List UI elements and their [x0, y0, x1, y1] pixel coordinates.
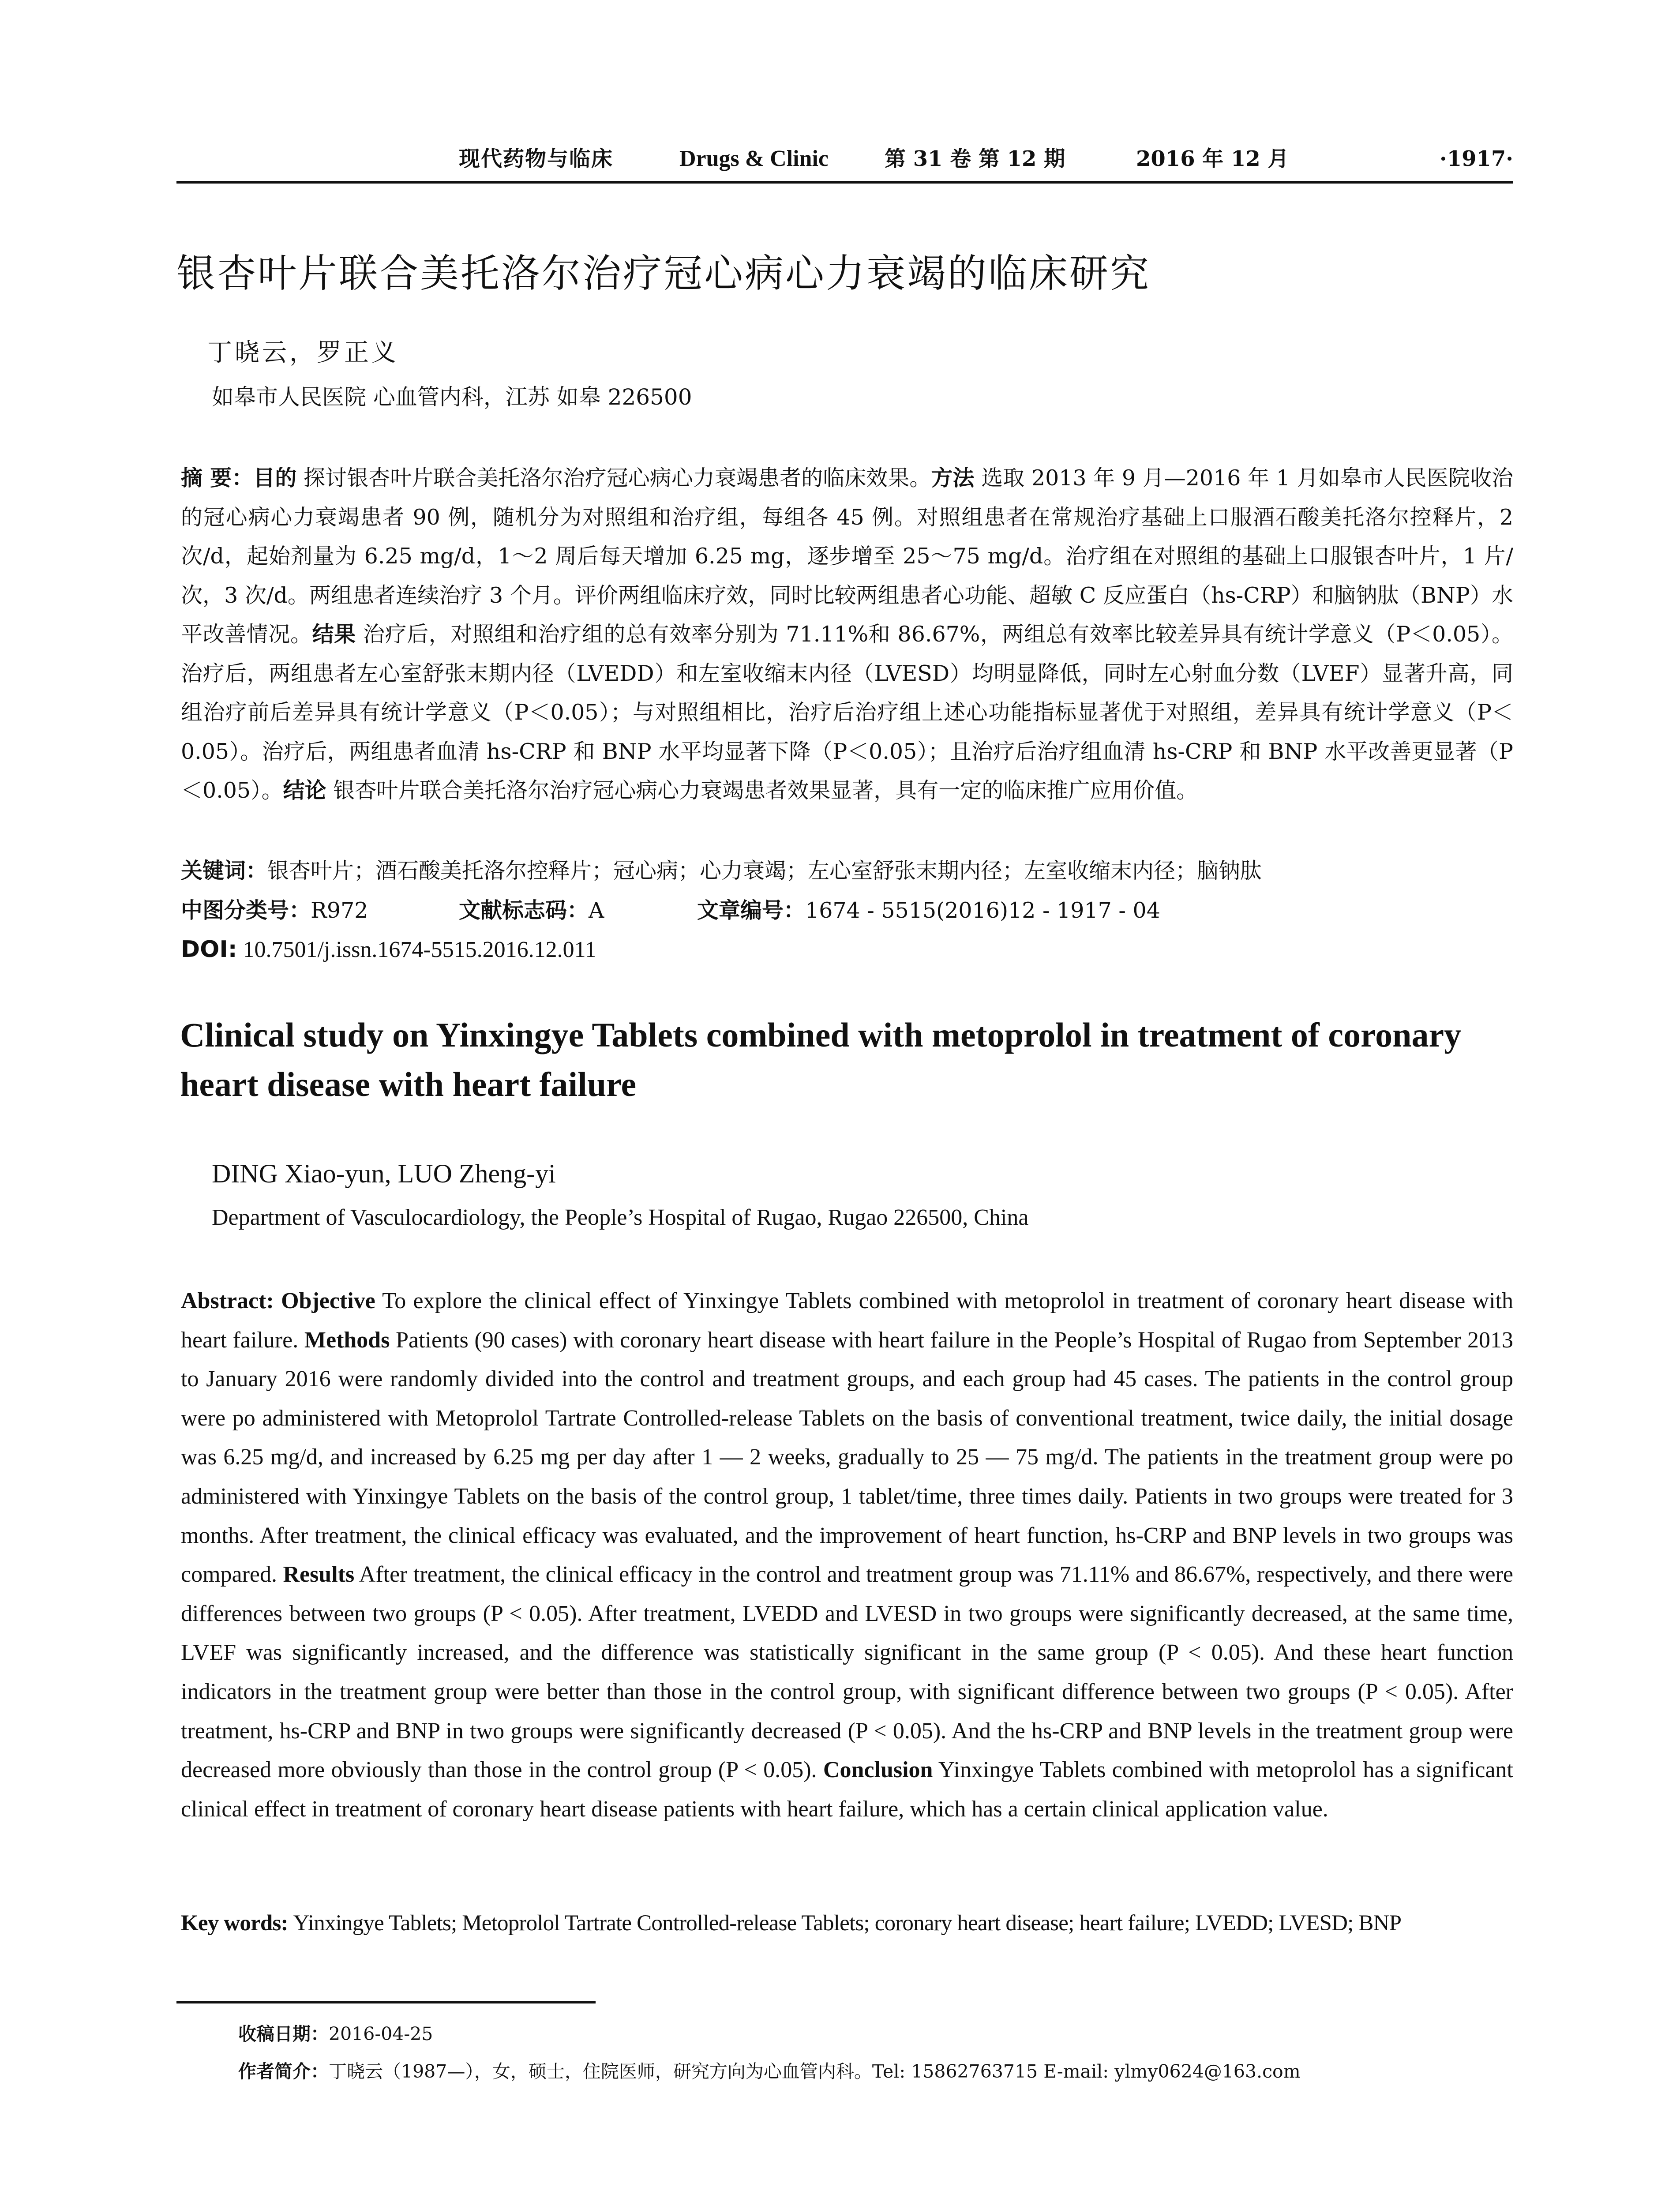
authors-en: DING Xiao-yun, LUO Zheng-yi [212, 1159, 556, 1188]
doc-code-value: A [589, 898, 604, 923]
article-no-value: 1674 - 5515(2016)12 - 1917 - 04 [805, 898, 1160, 923]
keywords-en [181, 1904, 1518, 1943]
conclusion-en-text: Yinxingye Tablets combined with metoprolol has a significant clinical effect in treatment of coronary heart disease patients with heart failure, which has a certain clinical application value. [181, 1757, 1513, 1822]
affiliation-en: Department of Vasculocardiology, the People’s Hospital of Rugao, Rugao 226500, China [212, 1205, 1029, 1230]
volume-issue: 第 31 卷 第 12 期 [885, 146, 1065, 171]
results-cn-text: 治疗后，对照组和治疗组的总有效率分别为 71.11%和 86.67%，两组总有效率比较差异具有统计学意义（P＜0.05）。治疗后，两组患者左心室舒张末期内径（LVEDD）和左室收缩末内径（LVESD）均明显降低，同时左心射血分数（LVEF）显著升高，同组治疗前后差异具有统计学意义（P＜0.05）；与对照组相比，治疗后治疗组上述心功能指标显著优于对照组，差异具有统计学意义（P＜0.05）。治疗后，两组患者血清 hs-CRP 和 BNP 水平均显著下降（P＜0.05）；且治疗后治疗组血清 hs-CRP 和 BNP 水平改善更显著（P＜0.05）。 [181, 622, 1513, 803]
abstract-cn [181, 459, 1513, 810]
clc-label: 中图分类号： [181, 898, 311, 923]
doc-code-label: 文献标志码： [459, 898, 589, 923]
affiliation-cn: 如皋市人民医院 心血管内科，江苏 如皋 226500 [212, 384, 692, 410]
results-en-label: Results [283, 1562, 355, 1587]
doi-line [181, 930, 1513, 969]
received-label: 收稿日期： [238, 2023, 329, 2045]
running-header [176, 141, 1513, 184]
conclusion-cn-label: 结论 [283, 778, 326, 803]
doi-value: 10.7501/j.issn.1674-5515.2016.12.011 [237, 937, 596, 962]
clc-value: R972 [311, 898, 368, 923]
methods-en-text: Patients (90 cases) with coronary heart disease with heart failure in the People’s Hospital of Rugao from September 2013 to January 2016 were randomly divided into the control and treatment groups, and each group had 45 cases. The patients in the control group were po administered with Metoprolol Tartrate Controlled-release Tablets on the basis of conventional treatment, twice daily, the initial dosage was 6.25 mg/d, and increased by 6.25 mg per day after 1 — 2 weeks, gradually to 25 — 75 mg/d. The patients in the treatment group were po administered with Yinxingye Tablets on the basis of the control group, 1 tablet/time, three times daily. Patients in two groups were treated for 3 months. After treatment, the clinical efficacy was evaluated, and the improvement of heart function, hs-CRP and BNP levels in two groups was compared. [181, 1327, 1513, 1587]
methods-cn-text: 选取 2013 年 9 月—2016 年 1 月如皋市人民医院收治的冠心病心力衰竭患者 90 例，随机分为对照组和治疗组，每组各 45 例。对照组患者在常规治疗基础上口服酒石酸美托洛尔控释片，2 次/d，起始剂量为 6.25 mg/d，1～2 周后每天增加 6.25 mg，逐步增至 25～75 mg/d。治疗组在对照组的基础上口服银杏叶片，1 片/次，3 次/d。两组患者连续治疗 3 个月。评价两组临床疗效，同时比较两组患者心功能、超敏 C 反应蛋白（hs-CRP）和脑钠肽（BNP）水平改善情况。 [181, 465, 1513, 647]
article-no-label: 文章编号： [697, 898, 806, 923]
results-cn-label: 结果 [312, 622, 356, 647]
keywords-cn [181, 852, 1513, 890]
journal-name-cn: 现代药物与临床 [459, 146, 614, 171]
issue-date: 2016 年 12 月 [1136, 146, 1289, 171]
abstract-en [181, 1282, 1513, 1829]
doc-code-field [459, 891, 604, 930]
abstract-cn-label: 摘 要： [181, 465, 254, 491]
received-value: 2016-04-25 [329, 2023, 433, 2045]
keywords-cn-text: 银杏叶片；酒石酸美托洛尔控释片；冠心病；心力衰竭；左心室舒张末期内径；左室收缩末内径；脑钠肽 [267, 858, 1262, 883]
authors-cn: 丁晓云，罗正义 [207, 338, 399, 367]
author-bio-note [238, 2056, 1518, 2087]
keywords-en-text: Yinxingye Tablets; Metoprolol Tartrate Controlled-release Tablets; coronary heart disease; heart failure; LVEDD; LVESD; BNP [293, 1911, 1402, 1936]
doi-label: DOI: [181, 936, 237, 963]
objective-en-label: Objective [281, 1288, 375, 1313]
abstract-en-label: Abstract: [181, 1288, 281, 1313]
bio-value: 丁晓云（1987—），女，硕士，住院医师，研究方向为心血管内科。Tel: 15862763715 E-mail: ylmy0624@163.com [329, 2061, 1301, 2082]
received-date-note [238, 2018, 1518, 2049]
objective-cn-text: 探讨银杏叶片联合美托洛尔治疗冠心病心力衰竭患者的临床效果。 [296, 465, 931, 491]
journal-name-en: Drugs & Clinic [679, 146, 829, 171]
conclusion-en-label: Conclusion [823, 1757, 933, 1783]
title-en: Clinical study on Yinxingye Tablets combined with metoprolol in treatment of coronary heart disease with heart failure [180, 1016, 1462, 1103]
conclusion-cn-text: 银杏叶片联合美托洛尔治疗冠心病心力衰竭患者效果显著，具有一定的临床推广应用价值。 [326, 778, 1198, 803]
footnote-divider [176, 2001, 596, 2003]
objective-en-text: To explore the clinical effect of Yinxingye Tablets combined with metoprolol in treatment of coronary heart disease with heart failure. [181, 1288, 1513, 1353]
article-no-field [697, 891, 1160, 930]
objective-cn-label: 目的 [253, 465, 297, 491]
title-cn: 银杏叶片联合美托洛尔治疗冠心病心力衰竭的临床研究 [176, 251, 1151, 296]
clc-field [181, 891, 368, 930]
methods-en-label: Methods [304, 1327, 390, 1353]
keywords-en-label: Key words: [181, 1911, 293, 1936]
methods-cn-label: 方法 [931, 465, 975, 491]
page-number: ·1917· [1439, 146, 1513, 171]
results-en-text: After treatment, the clinical efficacy in the control and treatment group was 71.11% and 86.67%, respectively, and there were differences between two groups (P < 0.05). After treatment, LVEDD and LVESD in two groups were significantly decreased, at the same time, LVEF was significantly increased, and the difference was statistically significant in the same group (P < 0.05). And these heart function indicators in the treatment group were better than those in the control group, with significant difference between two groups (P < 0.05). After treatment, hs-CRP and BNP in two groups were significantly decreased (P < 0.05). And the hs-CRP and BNP levels in the treatment group were decreased more obviously than those in the control group (P < 0.05). [181, 1562, 1513, 1783]
bio-label: 作者简介： [238, 2061, 329, 2082]
keywords-cn-label: 关键词： [181, 858, 268, 883]
